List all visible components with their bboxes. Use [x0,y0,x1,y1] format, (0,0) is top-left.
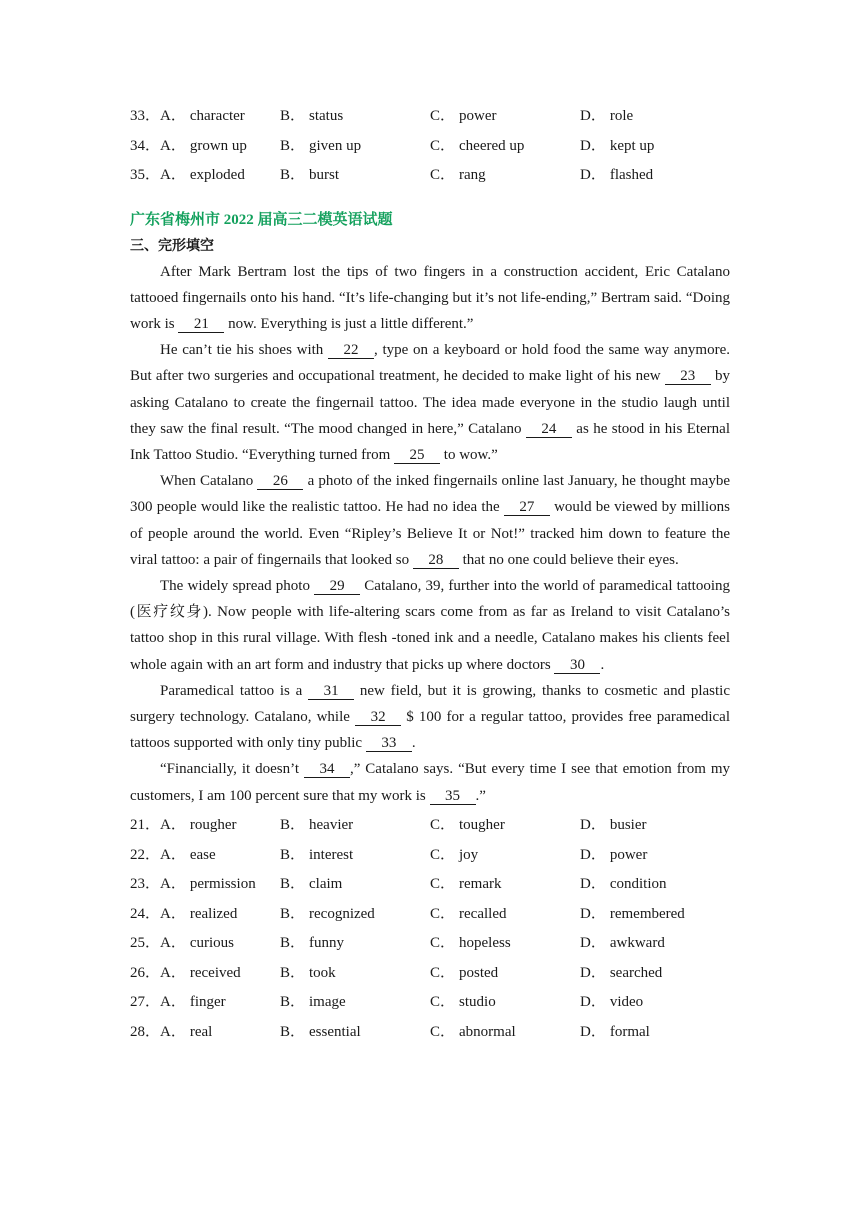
option-text: status [309,108,344,125]
blank-24: 24 [526,422,572,438]
blank-28: 28 [413,553,459,569]
text-run: ,” Catalano says. “But every time I see that emotion from my customers, I am 100 percent sure that my work is [130,761,730,804]
option-text: took [309,964,336,981]
option-text: searched [609,964,663,981]
option-letter: C． [430,964,456,981]
option-text: role [609,108,634,125]
option-letter: A． [160,935,186,952]
paragraph-5 [130,678,730,757]
option-text: power [459,108,497,125]
option-letter: A． [160,964,186,981]
text-run: by asking Catalano to create the fingernail tattoo. The idea made everyone in the studio laugh until they saw the final result. “The mood changed in here,” Catalano [130,368,730,437]
option-letter: D． [580,1023,606,1040]
option-letter: B． [280,108,306,125]
option-letter: B． [280,167,306,184]
option-text: flashed [609,167,654,184]
option-text: realized [189,905,238,922]
option-text: claim [309,876,343,893]
option-letter: B． [280,137,306,154]
option-letter: A． [160,905,186,922]
question-row [130,868,730,898]
answer-option [130,961,280,982]
text-run: The widely spread photo [160,577,315,594]
answer-option [580,163,730,184]
option-text: image [309,994,346,1011]
option-text: abnormal [459,1023,516,1040]
option-letter: C． [430,905,456,922]
option-text: video [609,994,644,1011]
option-letter: B． [280,935,306,952]
answer-option [430,1020,580,1041]
option-letter: C． [430,935,456,952]
option-text: joy [459,846,479,863]
option-letter: B． [280,994,306,1011]
answer-option [430,163,580,184]
option-letter: C． [430,167,456,184]
blank-35: 35 [430,789,476,805]
answer-option [430,843,580,864]
answer-option [580,990,730,1011]
blank-31: 31 [308,684,354,700]
text-run: that no one could believe their eyes. [458,551,679,568]
option-letter: C． [430,876,456,893]
answer-option [130,931,280,952]
option-text: studio [459,994,496,1011]
blank-34: 34 [304,762,350,778]
option-letter: C． [430,994,456,1011]
question-row [130,1015,730,1045]
option-text: character [189,108,245,125]
document-page [130,100,730,1045]
option-letter: B． [280,905,306,922]
option-text: hopeless [459,935,511,952]
question-number: 22． [130,846,161,863]
question-row [130,159,730,189]
blank-27: 27 [504,500,550,516]
option-letter: A． [160,108,186,125]
option-text: rang [459,167,486,184]
option-text: finger [189,994,226,1011]
paragraph-1 [130,259,730,338]
option-letter: C． [430,108,456,125]
paragraph-2 [130,337,730,468]
question-row [130,100,730,130]
option-letter: D． [580,137,606,154]
option-text: ease [189,846,216,863]
answer-option [430,961,580,982]
question-number: 25． [130,935,161,952]
question-row [130,897,730,927]
paragraph-3 [130,468,730,573]
question-number: 21． [130,817,161,834]
blank-26: 26 [257,474,303,490]
option-text: awkward [609,935,665,952]
answer-option [430,902,580,923]
text-run: When Catalano [160,473,258,490]
answer-option [280,902,430,923]
option-text: burst [309,167,340,184]
answer-option [430,813,580,834]
answer-option [130,104,280,125]
option-text: rougher [189,817,237,834]
option-letter: A． [160,846,186,863]
answer-option [430,990,580,1011]
question-number: 34． [130,137,161,154]
question-number: 26． [130,964,161,981]
option-letter: C． [430,137,456,154]
option-text: permission [189,876,256,893]
section-title: 广东省梅州市 2022 届高三二模英语试题 [130,211,393,228]
answer-option [430,134,580,155]
option-letter: A． [160,817,186,834]
option-letter: B． [280,1023,306,1040]
answer-option [580,1020,730,1041]
option-text: essential [309,1023,361,1040]
answer-option [280,931,430,952]
question-number: 28． [130,1023,161,1040]
text-run: Catalano, 39, further into the world of paramedical tattooing (医疗纹身). Now people with life-altering scars come from as far as Ireland to visit Catalano’s tattoo shop in this rural village. With flesh -toned ink and a needle, Catalano makes his clients feel whole again with an art form and industry that picks up where doctors [130,577,730,673]
question-row [130,986,730,1016]
text-run: a photo of the inked fingernails online last January, he thought maybe 300 people would like the realistic tattoo. He had no idea the [130,473,730,516]
text-run: . [600,656,605,673]
text-run: He can’t tie his shoes with [160,342,329,359]
answer-option [130,134,280,155]
answer-option [430,872,580,893]
option-letter: B． [280,876,306,893]
option-text: cheered up [459,137,525,154]
answer-option [580,813,730,834]
question-row [130,927,730,957]
option-letter: B． [280,817,306,834]
text-run: , type on a keyboard or hold food the same way anymore. But after two surgeries and occupational treatment, he decided to make light of his new [130,342,730,385]
question-row [130,809,730,839]
blank-23: 23 [665,369,711,385]
option-text: recognized [309,905,375,922]
answer-option [280,104,430,125]
question-number: 27． [130,994,161,1011]
text-run: . [411,735,416,752]
blank-22: 22 [328,343,374,359]
option-letter: B． [280,964,306,981]
blank-25: 25 [394,448,440,464]
answer-option [280,1020,430,1041]
answer-option [280,843,430,864]
answer-option [130,163,280,184]
answer-option [280,961,430,982]
option-letter: D． [580,935,606,952]
text-run: to wow.” [440,446,498,463]
answer-option [130,990,280,1011]
answer-option [580,134,730,155]
answer-option [280,163,430,184]
options-list-top [130,100,730,189]
question-number: 33． [130,108,161,125]
option-letter: A． [160,1023,186,1040]
question-row [130,130,730,160]
answer-option [130,843,280,864]
text-run: would be viewed by millions of people around the world. Even “Ripley’s Believe It or Not!” tracked him down to feature the viral tattoo: a pair of fingernails that looked so [130,499,730,568]
answer-option [580,902,730,923]
text-run: .” [475,787,486,804]
option-text: formal [609,1023,650,1040]
option-text: remembered [609,905,685,922]
text-run: as he stood in his Eternal Ink Tattoo Studio. “Everything turned from [130,420,730,463]
option-letter: C． [430,817,456,834]
answer-option [130,872,280,893]
answer-option [580,843,730,864]
question-row [130,838,730,868]
answer-option [280,872,430,893]
text-run: now. Everything is just a little different.” [224,315,474,332]
option-letter: D． [580,817,606,834]
option-text: remark [459,876,502,893]
answer-option [580,931,730,952]
option-text: grown up [189,137,247,154]
answer-option [580,961,730,982]
answer-option [430,104,580,125]
option-letter: D． [580,846,606,863]
answer-option [580,104,730,125]
answer-option [430,931,580,952]
option-letter: A． [160,876,186,893]
question-number: 24． [130,905,161,922]
option-letter: C． [430,846,456,863]
answer-option [280,813,430,834]
option-letter: D． [580,167,606,184]
option-text: interest [309,846,354,863]
option-text: power [609,846,648,863]
cloze-passage [130,259,730,809]
question-row [130,956,730,986]
option-text: curious [189,935,235,952]
paragraph-4 [130,573,730,678]
section-subhead: 三、完形填空 [130,237,214,254]
blank-32: 32 [355,710,401,726]
blank-21: 21 [178,317,224,333]
option-text: exploded [189,167,245,184]
option-letter: A． [160,167,186,184]
option-text: heavier [309,817,354,834]
option-text: posted [459,964,499,981]
option-letter: D． [580,994,606,1011]
option-text: received [189,964,241,981]
question-number: 35． [130,167,161,184]
blank-33: 33 [366,736,412,752]
option-text: kept up [609,137,655,154]
blank-29: 29 [314,579,360,595]
paragraph-6 [130,756,730,808]
option-letter: B． [280,846,306,863]
option-text: busier [609,817,647,834]
option-letter: D． [580,964,606,981]
answer-option [130,902,280,923]
answer-option [130,813,280,834]
answer-option [280,990,430,1011]
option-text: tougher [459,817,505,834]
answer-option [580,872,730,893]
option-letter: D． [580,108,606,125]
text-run: Paramedical tattoo is a [160,682,309,699]
text-run: After Mark Bertram lost the tips of two fingers in a construction accident, Eric Catalano tattooed fingernails onto his hand. “It’s life-changing but it’s not life-ending,” Bertram said. “Doing work is [130,263,730,332]
option-text: recalled [459,905,507,922]
option-letter: A． [160,994,186,1011]
answer-option [280,134,430,155]
text-run: $ 100 for a regular tattoo, provides free paramedical tattoos supported with only tiny public [130,708,731,752]
text-run: “Financially, it doesn’t [160,761,304,778]
text-run: new field, but it is growing, thanks to cosmetic and plastic surgery technology. Catalano, while [130,682,731,725]
option-text: funny [309,935,345,952]
option-letter: D． [580,876,606,893]
option-text: given up [309,137,362,154]
answer-option [130,1020,280,1041]
options-list-bottom [130,809,730,1045]
option-text: real [189,1023,213,1040]
blank-30: 30 [554,658,600,674]
option-letter: C． [430,1023,456,1040]
question-number: 23． [130,876,161,893]
option-letter: D． [580,905,606,922]
option-letter: A． [160,137,186,154]
option-text: condition [609,876,667,893]
